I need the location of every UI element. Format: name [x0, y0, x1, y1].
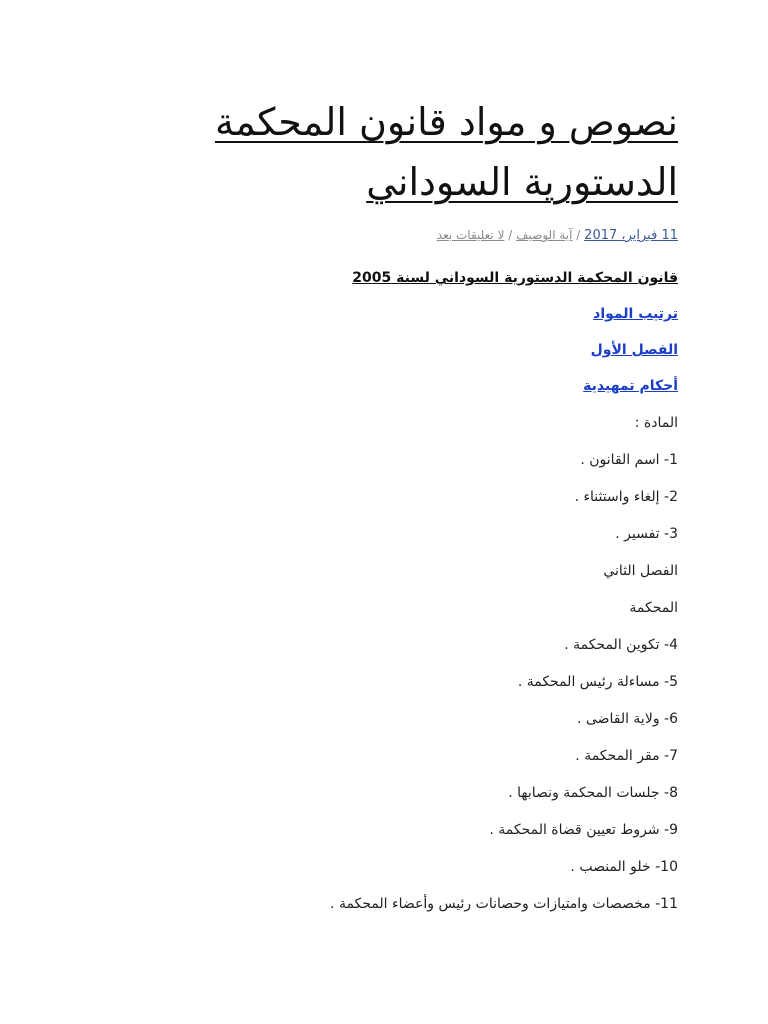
list-item: 9- شروط تعيين قضاة المحكمة .: [489, 822, 678, 838]
chapter-two-heading: الفصل الثاني: [603, 563, 678, 579]
law-subtitle: قانون المحكمة الدستورية السوداني لسنة 2005: [352, 270, 678, 286]
post-date-link[interactable]: 11 فبراير، 2017: [584, 228, 678, 243]
article-title[interactable]: نصوص و مواد قانون المحكمة الدستورية السوداني: [214, 100, 678, 204]
list-item: 4- تكوين المحكمة .: [564, 637, 678, 653]
article-meta: [78, 226, 678, 245]
list-item: 11- مخصصات وامتيازات وحصانات رئيس وأعضاء المحكمة .: [330, 896, 678, 912]
article-label: المادة :: [634, 415, 678, 431]
court-heading: المحكمة: [629, 600, 678, 616]
preliminary-provisions-link[interactable]: أحكام تمهيدية: [583, 378, 678, 394]
comments-link[interactable]: لا تعليقات بعد: [436, 228, 505, 242]
list-item: 5- مساءلة رئيس المحكمة .: [517, 674, 678, 690]
articles-order-link[interactable]: ترتيب المواد: [593, 306, 678, 322]
meta-separator: /: [576, 228, 581, 242]
meta-separator: /: [508, 228, 513, 242]
list-item: 2- إلغاء واستثناء .: [574, 489, 678, 505]
list-item: 6- ولاية القاضى .: [577, 711, 678, 727]
article-content: [78, 92, 678, 917]
list-item: 3- تفسير .: [615, 526, 678, 542]
list-item: 7- مقر المحكمة .: [575, 748, 678, 764]
list-item: 8- جلسات المحكمة ونصابها .: [508, 785, 678, 801]
list-item: 1- اسم القانون .: [580, 452, 678, 468]
list-item: 10- خلو المنصب .: [570, 859, 678, 875]
author-link[interactable]: آية الوصيف: [516, 228, 573, 242]
chapter-one-link[interactable]: الفصل الأول: [590, 342, 678, 358]
